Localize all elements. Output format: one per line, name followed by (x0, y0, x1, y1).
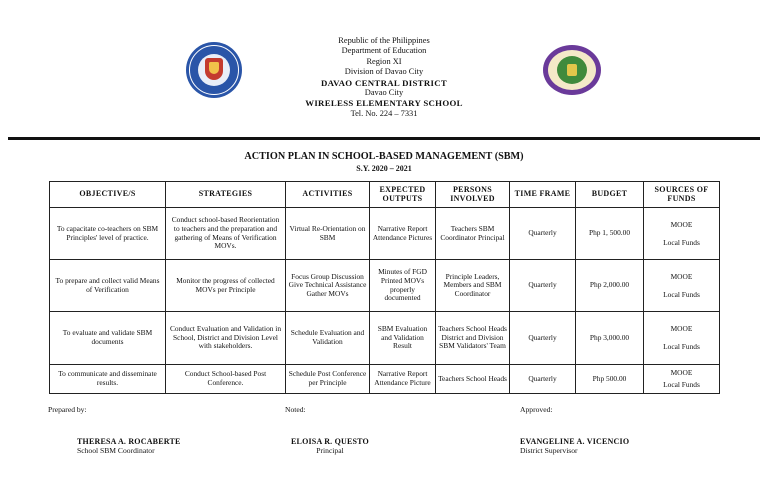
document-title: ACTION PLAN IN SCHOOL-BASED MANAGEMENT (SBM) (244, 151, 524, 162)
strategy-cell: Conduct school-based Reorientation to teachers and the preparation and gathering of Means of Verification MOVs. (166, 208, 286, 260)
district-name: DAVAO CENTRAL DISTRICT (320, 77, 448, 88)
activity-cell: Virtual Re-Orientation on SBM (286, 208, 370, 260)
letterhead-line: Department of Education (341, 46, 427, 56)
fund-secondary: Local Funds (663, 289, 700, 299)
outputs-cell: SBM Evaluation and Validation Result (370, 312, 436, 365)
budget-cell: Php 500.00 (576, 365, 644, 394)
column-header: TIME FRAME (510, 182, 576, 208)
noter-signature-block (285, 437, 375, 455)
fund-secondary: Local Funds (663, 237, 700, 247)
preparer-role: School SBM Coordinator (77, 446, 155, 455)
column-header: EXPECTED OUTPUTS (370, 182, 436, 208)
budget-cell: Php 1, 500.00 (576, 208, 644, 260)
persons-cell: Principle Leaders, Members and SBM Coordinator (436, 260, 510, 312)
fund-primary: MOOE (670, 271, 693, 281)
objective-cell: To prepare and collect valid Means of Verification (50, 260, 166, 312)
objective-cell: To evaluate and validate SBM documents (50, 312, 166, 365)
noter-name: ELOISA R. QUESTO (291, 437, 369, 446)
city-name: Davao City (364, 88, 404, 98)
column-header: STRATEGIES (166, 182, 286, 208)
funds-cell (644, 260, 720, 312)
activity-cell: Schedule Post Conference per Principle (286, 365, 370, 394)
noted-label: Noted: (285, 405, 306, 414)
strategy-cell: Monitor the progress of collected MOVs per Principle (166, 260, 286, 312)
letterhead-line: Region XI (366, 56, 402, 66)
budget-cell: Php 2,000.00 (576, 260, 644, 312)
column-header: SOURCES OF FUNDS (644, 182, 720, 208)
fund-primary: MOOE (670, 368, 693, 377)
funds-cell (644, 312, 720, 365)
objective-cell: To capacitate co-teachers on SBM Principles' level of practice. (50, 208, 166, 260)
preparer-name: THERESA A. ROCABERTE (77, 437, 181, 446)
persons-cell: Teachers SBM Coordinator Principal (436, 208, 510, 260)
table-row (50, 365, 720, 394)
document-title-block (0, 151, 768, 175)
approved-label: Approved: (520, 405, 553, 414)
approver-role: District Supervisor (520, 446, 578, 455)
column-header: BUDGET (576, 182, 644, 208)
fund-secondary: Local Funds (663, 342, 700, 351)
school-year: S.Y. 2020 – 2021 (356, 164, 412, 173)
time-frame-cell: Quarterly (510, 208, 576, 260)
preparer-signature-block (77, 437, 181, 455)
table-row (50, 312, 720, 365)
funds-cell (644, 208, 720, 260)
funds-cell (644, 365, 720, 394)
letterhead-line: Republic of the Philippines (338, 36, 430, 45)
school-name: WIRELESS ELEMENTARY SCHOOL (305, 98, 463, 109)
letterhead (0, 36, 768, 119)
table-row (50, 260, 720, 312)
table-row (50, 208, 720, 260)
activity-cell: Schedule Evaluation and Validation (286, 312, 370, 365)
approver-name: EVANGELINE A. VICENCIO (520, 437, 630, 446)
noter-role: Principal (316, 446, 344, 455)
telephone: Tel. No. 224 – 7331 (350, 108, 418, 118)
letterhead-line: Division of Davao City (344, 67, 424, 77)
header-divider (8, 137, 760, 140)
table-header-row (50, 182, 720, 208)
persons-cell: Teachers School Heads District and Division SBM Validators' Team (436, 312, 510, 365)
approver-signature-block (520, 437, 629, 455)
activity-cell: Focus Group Discussion Give Technical Assistance Gather MOVs (286, 260, 370, 312)
prepared-by-label: Prepared by: (48, 405, 87, 414)
time-frame-cell: Quarterly (510, 312, 576, 365)
strategy-cell: Conduct Evaluation and Validation in School, District and Division Level with stakeholders. (166, 312, 286, 365)
fund-secondary: Local Funds (663, 380, 700, 389)
budget-cell: Php 3,000.00 (576, 312, 644, 365)
time-frame-cell: Quarterly (510, 260, 576, 312)
outputs-cell: Minutes of FGD Printed MOVs properly documented (370, 260, 436, 312)
outputs-cell: Narrative Report Attendance Picture (370, 365, 436, 394)
persons-cell: Teachers School Heads (436, 365, 510, 394)
column-header: OBJECTIVE/S (50, 182, 166, 208)
strategy-cell: Conduct School-based Post Conference. (166, 365, 286, 394)
time-frame-cell: Quarterly (510, 365, 576, 394)
fund-primary: MOOE (670, 219, 693, 229)
column-header: PERSONS INVOLVED (436, 182, 510, 208)
fund-primary: MOOE (670, 324, 693, 333)
objective-cell: To communicate and disseminate results. (50, 365, 166, 394)
outputs-cell: Narrative Report Attendance Pictures (370, 208, 436, 260)
action-plan-table (49, 181, 720, 394)
column-header: ACTIVITIES (286, 182, 370, 208)
